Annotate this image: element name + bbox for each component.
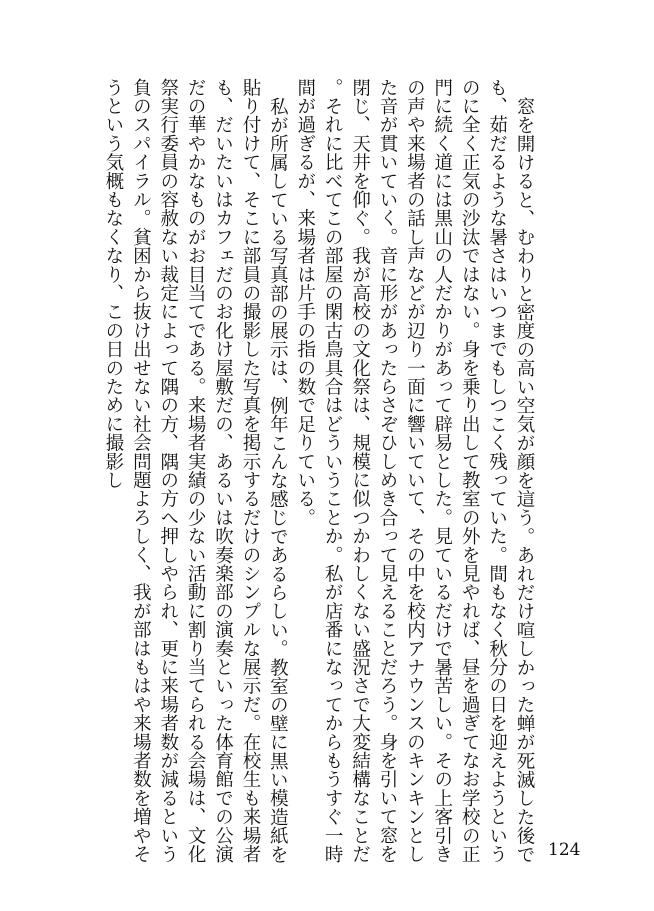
paragraph-2: 私が所属している写真部の展示は、例年こんな感じであるらしい。教室の壁に黒い模造紙を貼り付けて、そこに部員の撮影した写真を掲示するだけのシンプルな展示だ。在校生も来場者も、だいたいはカフェだのお化け屋敷だの、あるいは吹奏楽部の演奏といった体育館での公演だの華やかなものがお目当てである。来場者実績の少ない活動に割り当てられる会場は、文化祭実行委員の容赦ない裁定によって隅の方、隅の方へ押しやられ、更に来場者数が減るという負のスパイラル。貧困から抜け出せない社会問題よろしく、我が部はもはや来場者数を増やそうという気概もなくなり、この日のために撮影し [102,78,289,864]
body-text [58,78,538,878]
paragraph-1: 窓を開けると、むわりと密度の高い空気が顔を這う。あれだけ喧しかった蝉が死滅した後でも、茹だるような暑さはいつまでもしつこく残っていた。間もなく秋分の日を迎えようというのに全く正気の沙汰ではない。身を乗り出して教室の外を見やれば、昼を過ぎてなお学校の正門に続く道には黒山の人だかりがあって辟易とした。見ているだけで暑苦しい。その上客引きの声や来場者の話し声などが辺り一面に響いていて、その中を校内アナウンスのキンキンとした音が貫いていく。音に形があったらさぞひしめき合って見えることだろう。身を引いて窓を閉じ、天井を仰ぐ。我が高校の文化祭は、規模に似つかわしくない盛況さで大変結構なことだ。それに比べてこの部屋の閑古鳥具合はどういうことか。私が店番になってからもうすぐ一時間が過ぎるが、来場者は片手の指の数で足りている。 [294,78,535,864]
page-number: 124 [548,840,581,860]
